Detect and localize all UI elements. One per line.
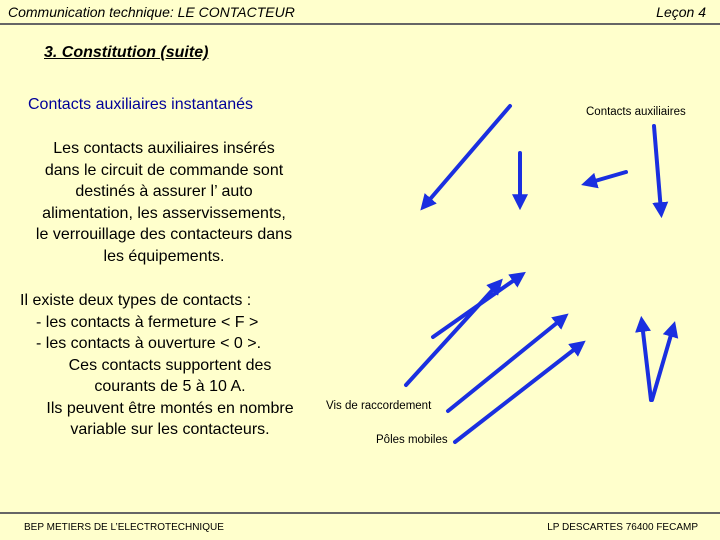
subtitle: Contacts auxiliaires instantanés bbox=[28, 96, 254, 113]
header-left-title: Communication technique: LE CONTACTEUR bbox=[8, 4, 295, 20]
footer-divider bbox=[0, 512, 720, 514]
paragraph-line: - les contacts à fermeture < F > bbox=[36, 313, 259, 331]
arrow-icon bbox=[642, 323, 651, 400]
paragraph-line: destinés à assurer l’ auto bbox=[75, 183, 253, 200]
arrow-icon bbox=[448, 318, 563, 411]
arrow-icon bbox=[654, 126, 661, 211]
arrow-icon bbox=[588, 172, 626, 183]
paragraph-line: Ils peuvent être montés en nombre bbox=[46, 399, 294, 417]
label-poles-mobiles: Pôles mobiles bbox=[376, 434, 448, 446]
paragraph-line: Les contacts auxiliaires insérés bbox=[53, 140, 275, 157]
footer-left: BEP METIERS DE L’ELECTROTECHNIQUE bbox=[24, 522, 224, 533]
paragraph-line: - les contacts à ouverture < 0 >. bbox=[36, 335, 262, 352]
paragraph-line: les équipements. bbox=[103, 247, 225, 265]
arrow-icon bbox=[652, 328, 673, 400]
paragraph-line: Il existe deux types de contacts : bbox=[20, 292, 252, 309]
header-lesson-number: Leçon 4 bbox=[656, 4, 706, 20]
paragraph-line: Ces contacts supportent des bbox=[68, 356, 272, 374]
arrow-icon bbox=[455, 345, 580, 442]
footer-right: LP DESCARTES 76400 FECAMP bbox=[547, 522, 698, 533]
paragraph-line: alimentation, les asservissements, bbox=[42, 204, 286, 222]
paragraph-line: courants de 5 à 10 A. bbox=[94, 378, 246, 395]
arrow-icon bbox=[433, 276, 520, 337]
label-vis-de-raccordement: Vis de raccordement bbox=[326, 400, 432, 412]
paragraph-line: dans le circuit de commande sont bbox=[44, 161, 284, 179]
label-contacts-auxiliaires: Contacts auxiliaires bbox=[586, 106, 686, 118]
paragraph-line: le verrouillage des contacteurs dans bbox=[35, 226, 293, 243]
arrow-icon bbox=[425, 106, 510, 205]
paragraph-line: variable sur les contacteurs. bbox=[70, 421, 270, 438]
section-title: 3. Constitution (suite) bbox=[44, 44, 209, 61]
